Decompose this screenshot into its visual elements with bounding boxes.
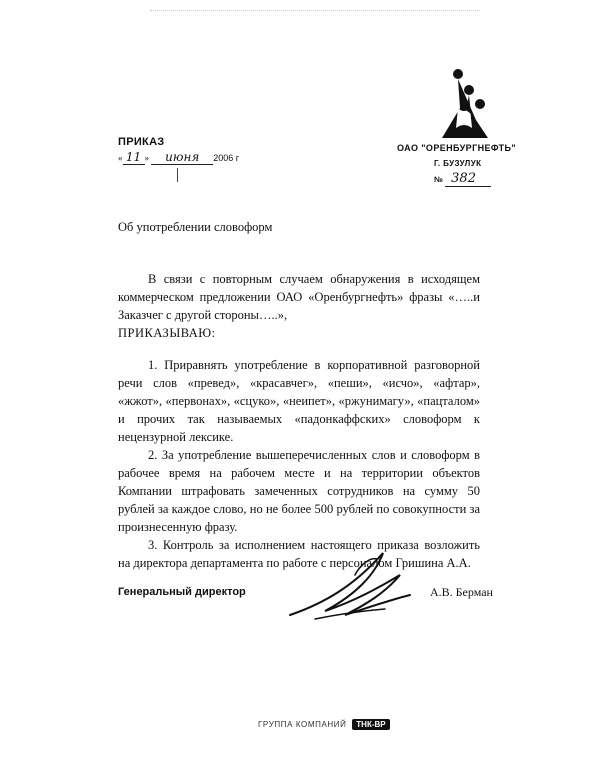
date-open-quote: « xyxy=(118,153,123,163)
scan-artifact-line xyxy=(150,10,480,12)
preamble-paragraph xyxy=(118,270,480,324)
order-items xyxy=(118,356,480,572)
date-year: 2006 г xyxy=(213,153,240,163)
city-name: Г. БУЗУЛУК xyxy=(434,159,482,168)
tnk-bp-logo: ТНК-ВР xyxy=(352,719,389,730)
signatory-position: Генеральный директор xyxy=(118,586,246,598)
orenburgneft-logo xyxy=(436,68,494,138)
footer-group-line xyxy=(258,719,390,730)
company-name: ОАО "ОРЕНБУРГНЕФТЬ" xyxy=(397,143,517,153)
scan-mark xyxy=(177,168,178,182)
order-item-3: 3. Контроль за исполнением настоящего приказа возложить на директора департамента по работе с персоналом Гришина А.А. xyxy=(118,538,480,570)
order-item-1: 1. Приравнять употребление в корпоративной разговорной речи слов «превед», «красавчег», «пеши», «исчо», «афтар», «жжот», «первонах», «сцуко», «неипет», «ржунимагу», «пацталом» и прочих так называемых «падонкаффских» словоформ к нецензурной лексике. xyxy=(118,358,480,444)
order-subject: Об употреблении словоформ xyxy=(118,220,273,234)
date-day: 11 xyxy=(123,150,145,165)
date-close-quote: » xyxy=(144,153,149,163)
document-type-title: ПРИКАЗ xyxy=(118,136,165,148)
signatory-name: А.В. Берман xyxy=(430,585,493,599)
order-date xyxy=(118,150,239,165)
handwritten-signature xyxy=(285,545,415,625)
footer-group-label: ГРУППА КОМПАНИЙ xyxy=(258,720,347,729)
order-number xyxy=(434,171,491,187)
order-number-label: № xyxy=(434,175,443,184)
order-number-value: 382 xyxy=(445,171,491,187)
preamble-text: В связи с повторным случаем обнаружения в исходящем коммерческом предложении ОАО «Оренбургнефть» фразы «…..и Заказчег с другой стороны…..», xyxy=(118,272,480,322)
date-month: июня xyxy=(151,150,213,165)
order-item-2: 2. За употребление вышеперечисленных слов и словоформ в рабочее время на рабочем месте и на территории объектов Компании штрафовать замеченных сотрудников на сумму 50 рублей за каждое слово, но не более 500 рублей по совокупности за произнесенную фразу. xyxy=(118,448,480,534)
orders-heading: ПРИКАЗЫВАЮ: xyxy=(118,326,216,340)
